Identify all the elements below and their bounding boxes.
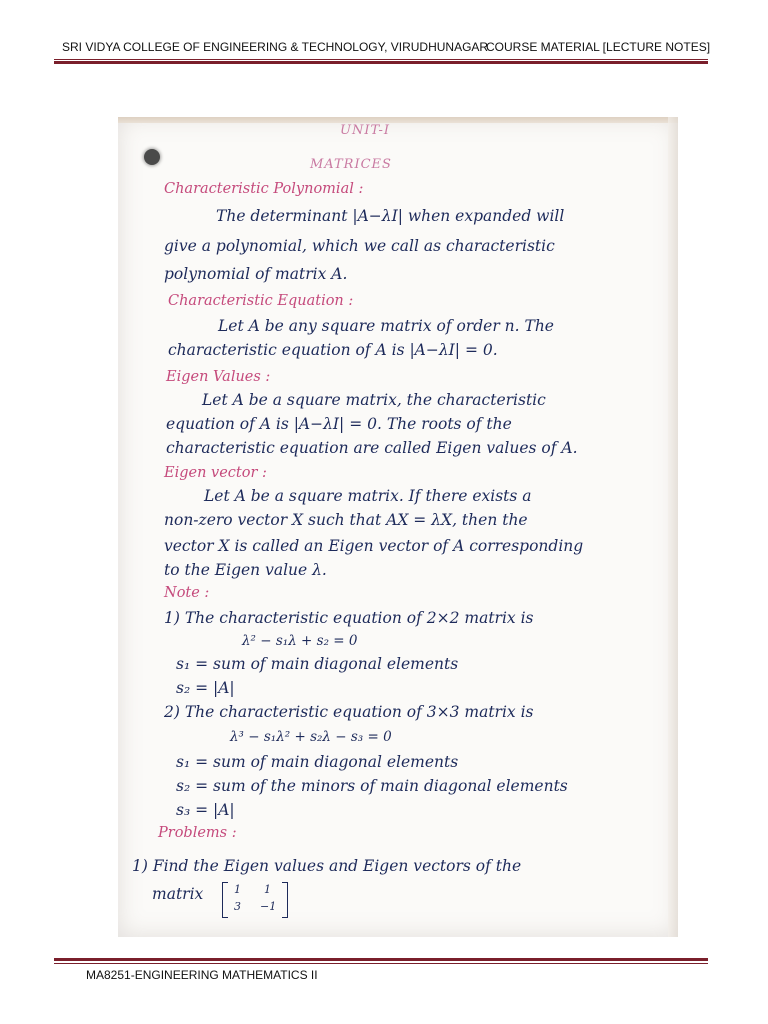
char-poly-line-1: The determinant |A−λI| when expanded will (216, 207, 565, 225)
eigen-vector-line-4: to the Eigen value λ. (164, 561, 327, 579)
course-footer: MA8251-ENGINEERING MATHEMATICS II (86, 968, 318, 982)
eigen-vector-heading: Eigen vector : (164, 465, 267, 481)
note-1-line: 1) The characteristic equation of 2×2 matrix is (164, 609, 534, 627)
note-2-s1: s₁ = sum of main diagonal elements (176, 753, 459, 771)
note-2-s3: s₃ = |A| (176, 801, 235, 819)
topic-title: MATRICES (310, 157, 392, 172)
note-1-s1: s₁ = sum of main diagonal elements (176, 655, 459, 673)
matrix-right-bracket (282, 882, 288, 918)
char-poly-line-2: give a polynomial, which we call as characteristic (164, 237, 555, 255)
handwritten-notes-photo (118, 117, 678, 937)
header-rule-thin (54, 59, 708, 60)
char-eq-heading: Characteristic Equation : (168, 293, 354, 309)
course-material-label: COURSE MATERIAL [LECTURE NOTES] (486, 40, 711, 54)
matrix-cell: 1 (264, 883, 271, 896)
note-1-s2: s₂ = |A| (176, 679, 235, 697)
char-eq-line-1: Let A be any square matrix of order n. The (218, 317, 554, 335)
problem-1-matrix-label: matrix (152, 885, 204, 903)
matrix-cell: −1 (260, 900, 277, 913)
char-eq-line-2: characteristic equation of A is |A−λI| = 0. (168, 341, 498, 359)
eigen-values-line-1: Let A be a square matrix, the characteristic (202, 391, 546, 409)
photo-edge-shadow (118, 117, 678, 123)
note-2-formula: λ³ − s₁λ² + s₂λ − s₃ = 0 (230, 729, 392, 745)
unit-title: UNIT-I (340, 123, 390, 138)
note-2-line: 2) The characteristic equation of 3×3 matrix is (164, 703, 534, 721)
problem-1-matrix (222, 880, 288, 918)
matrix-left-bracket (222, 882, 228, 918)
college-name: SRI VIDYA COLLEGE OF ENGINEERING & TECHNOLOGY, VIRUDHUNAGAR (62, 40, 489, 54)
matrix-cell: 3 (234, 900, 241, 913)
problems-heading: Problems : (158, 825, 237, 841)
eigen-values-line-2: equation of A is |A−λI| = 0. The roots of the (166, 415, 512, 433)
eigen-vector-line-2: non-zero vector X such that AX = λX, then the (164, 511, 528, 529)
eigen-vector-line-1: Let A be a square matrix. If there exists a (204, 487, 532, 505)
photo-edge-right (668, 117, 678, 937)
matrix-cell: 1 (234, 883, 241, 896)
header-rule-thick (54, 61, 708, 64)
note-1-formula: λ² − s₁λ + s₂ = 0 (242, 633, 358, 649)
problem-1-line: 1) Find the Eigen values and Eigen vectors of the (132, 857, 522, 875)
footer-rule-thick (54, 958, 708, 961)
punch-hole-icon (144, 149, 160, 165)
note-2-s2: s₂ = sum of the minors of main diagonal elements (176, 777, 568, 795)
footer-rule-thin (54, 963, 708, 964)
char-poly-line-3: polynomial of matrix A. (164, 265, 348, 283)
char-poly-heading: Characteristic Polynomial : (164, 181, 364, 197)
eigen-values-line-3: characteristic equation are called Eigen values of A. (166, 439, 578, 457)
eigen-vector-line-3: vector X is called an Eigen vector of A corresponding (164, 537, 584, 555)
eigen-values-heading: Eigen Values : (166, 369, 271, 385)
note-heading: Note : (164, 585, 210, 601)
